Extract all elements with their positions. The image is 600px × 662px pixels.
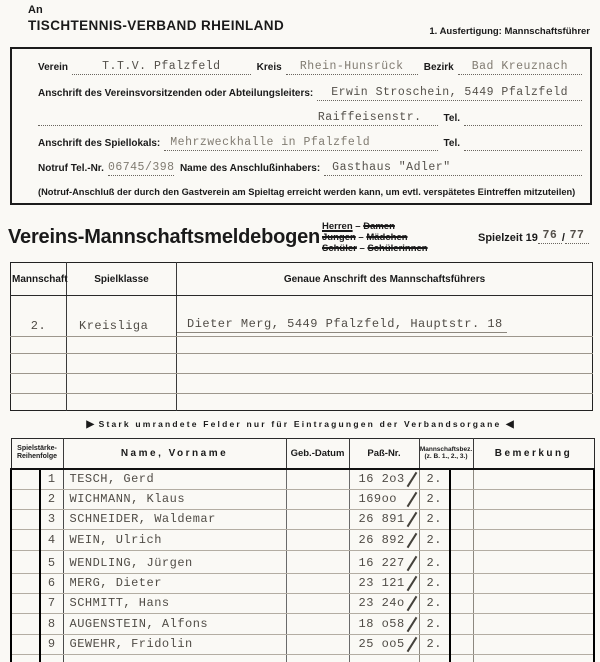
copy-note: 1. Ausfertigung: Mannschaftsführer	[429, 26, 590, 37]
header-mannschaft: Mannschaft	[11, 263, 67, 296]
player-row	[11, 469, 594, 490]
line-owner-label: Name des Anschlußinhabers:	[179, 163, 321, 174]
player-row: 8 AUGENSTEIN, Alfons 18 o58 2.	[11, 614, 594, 635]
organization-name: TISCHTENNIS-VERBAND RHEINLAND	[28, 18, 285, 33]
rank-cell: 8	[40, 614, 63, 635]
category-jungen: Jungen	[322, 232, 356, 243]
tel-label: Tel.	[443, 113, 460, 124]
season-field	[478, 229, 589, 244]
header-anschrift: Genaue Anschrift des Mannschaftsführers	[177, 263, 593, 296]
player-row: 5 WENDLING, Jürgen 16 227 2.	[11, 551, 594, 574]
name-cell: WICHMANN, Klaus	[63, 490, 286, 510]
pass-cell: 16 2o3	[349, 469, 419, 490]
chairman-value-line1: Erwin Stroschein, 5449 Pfalzfeld	[317, 85, 582, 101]
emergency-tel-label: Notruf Tel.-Nr.	[38, 163, 104, 174]
name-cell: WENDLING, Jürgen	[63, 551, 286, 574]
team-captain-cell: Dieter Merg, 5449 Pfalzfeld, Hauptstr. 18	[177, 296, 593, 337]
player-row: 6 MERG, Dieter 23 121 2.	[11, 574, 594, 594]
name-cell: TESCH, Gerd	[63, 469, 286, 490]
player-row: 2 WICHMANN, Klaus 169oo 2.	[11, 490, 594, 510]
verband-note-text: Stark umrandete Felder nur für Eintragungen der Verbandsorgane	[98, 419, 502, 429]
kreis-value: Rhein-Hunsrück	[286, 59, 418, 75]
category-row-herren	[322, 221, 428, 232]
name-cell: WEIN, Ulrich	[63, 530, 286, 551]
rank-cell: 9	[40, 635, 63, 655]
emergency-tel-value: 06745/398	[107, 161, 175, 174]
season-to: 77	[565, 229, 589, 244]
header-spielstaerke: Spielstärke- Reihenfolge	[11, 439, 63, 469]
player-table-header	[11, 439, 594, 469]
category-dash: –	[358, 232, 364, 243]
rank-cell: 2	[40, 490, 63, 510]
club-row-venue	[38, 135, 582, 151]
header-spielklasse: Spielklasse	[67, 263, 177, 296]
category-list	[322, 221, 428, 254]
club-row-chairman2	[38, 110, 582, 126]
birthdate-cell	[286, 469, 349, 490]
season-label: Spielzeit 19	[478, 232, 538, 244]
category-herren: Herren	[322, 221, 353, 232]
player-row: 7 SCHMITT, Hans 23 24o 2.	[11, 594, 594, 614]
team-row-empty	[11, 354, 593, 374]
rank-cell: 1	[40, 469, 63, 490]
category-row-schueler	[322, 243, 428, 254]
club-row-verein	[38, 59, 582, 75]
emergency-footnote: (Notruf-Anschluß der durch den Gastverein am Spieltag erreicht werden kann, um evtl. verspätetes Eintreffen mitzuteilen)	[38, 187, 576, 197]
pass-cell: 23 24o	[349, 594, 419, 614]
right-triangle-icon: ◀	[505, 419, 514, 430]
header-name: Name, Vorname	[63, 439, 286, 469]
season-slash: /	[561, 232, 565, 244]
rank-cell: 6	[40, 574, 63, 594]
header-mannschaftsbez: Mannschaftsbez. (z. B. 1., 2., 3.)	[419, 439, 473, 469]
kreis-label: Kreis	[256, 62, 282, 73]
left-triangle-icon: ▶	[86, 419, 95, 430]
name-cell: GEWEHR, Fridolin	[63, 635, 286, 655]
verband-cell-right	[450, 469, 473, 490]
club-row-chairman	[38, 85, 582, 101]
verein-value: T.T.V. Pfalzfeld	[72, 59, 251, 75]
team-row-empty	[11, 394, 593, 411]
tel2-value-empty	[464, 135, 582, 151]
team-class-cell: Kreisliga	[67, 296, 177, 337]
bezirk-label: Bezirk	[423, 62, 454, 73]
team-row-empty	[11, 374, 593, 394]
name-cell: SCHNEIDER, Waldemar	[63, 510, 286, 530]
player-row: 4 WEIN, Ulrich 26 892 2.	[11, 530, 594, 551]
category-schuelerinnen: Schülerinnen	[367, 243, 428, 254]
rank-cell: 3	[40, 510, 63, 530]
verband-note	[0, 419, 600, 430]
tel2-label: Tel.	[443, 138, 460, 149]
bezirk-value: Bad Kreuznach	[458, 59, 582, 75]
pass-cell: 169oo	[349, 490, 419, 510]
team-row-empty	[11, 337, 593, 354]
form-title: Vereins-Mannschaftsmeldebogen	[8, 226, 321, 248]
team-row	[11, 296, 593, 337]
category-damen: Damen	[363, 221, 395, 232]
teambez-cell: 2.	[419, 469, 450, 490]
pass-cell: 26 891	[349, 510, 419, 530]
pass-cell: 26 892	[349, 530, 419, 551]
rank-cell: 4	[40, 530, 63, 551]
verband-cell	[11, 469, 40, 490]
venue-value: Mehrzweckhalle in Pfalzfeld	[164, 135, 437, 151]
category-schueler: Schüler	[322, 243, 357, 254]
category-dash: –	[359, 243, 365, 254]
tel-value-empty	[464, 110, 582, 126]
club-info-box	[10, 47, 592, 205]
chairman-label: Anschrift des Vereinsvorsitzenden oder Abteilungsleiters:	[38, 88, 314, 99]
chairman-value-line2: Raiffeisenstr.	[38, 110, 438, 126]
header-pass-nr: Paß-Nr.	[349, 439, 419, 469]
bemerkung-cell	[473, 469, 594, 490]
pass-cell: 18 o58	[349, 614, 419, 635]
player-row: 3 SCHNEIDER, Waldemar 26 891 2.	[11, 510, 594, 530]
player-table	[10, 438, 595, 662]
pass-cell: 25 oo5	[349, 635, 419, 655]
verein-label: Verein	[38, 62, 69, 73]
category-maedchen: Mädchen	[366, 232, 408, 243]
rank-cell: 7	[40, 594, 63, 614]
pass-cell: 16 227	[349, 551, 419, 574]
category-dash: –	[355, 221, 361, 232]
venue-label: Anschrift des Spiellokals:	[38, 138, 161, 149]
pass-cell: 23 121	[349, 574, 419, 594]
club-row-emergency	[38, 160, 582, 176]
player-row-empty	[11, 655, 594, 662]
season-from: 76	[538, 229, 562, 244]
category-row-jungen	[322, 232, 428, 243]
player-row: 9 GEWEHR, Fridolin 25 oo5 2.	[11, 635, 594, 655]
addressee-prefix: An	[28, 4, 43, 16]
line-owner-value: Gasthaus "Adler"	[324, 160, 582, 176]
name-cell: MERG, Dieter	[63, 574, 286, 594]
name-cell: SCHMITT, Hans	[63, 594, 286, 614]
rank-cell: 5	[40, 551, 63, 574]
team-table	[10, 262, 593, 411]
team-table-header	[11, 263, 593, 296]
header-geb-datum: Geb.-Datum	[286, 439, 349, 469]
header-bemerkung: Bemerkung	[473, 439, 594, 469]
team-number-cell: 2.	[11, 296, 67, 337]
name-cell: AUGENSTEIN, Alfons	[63, 614, 286, 635]
